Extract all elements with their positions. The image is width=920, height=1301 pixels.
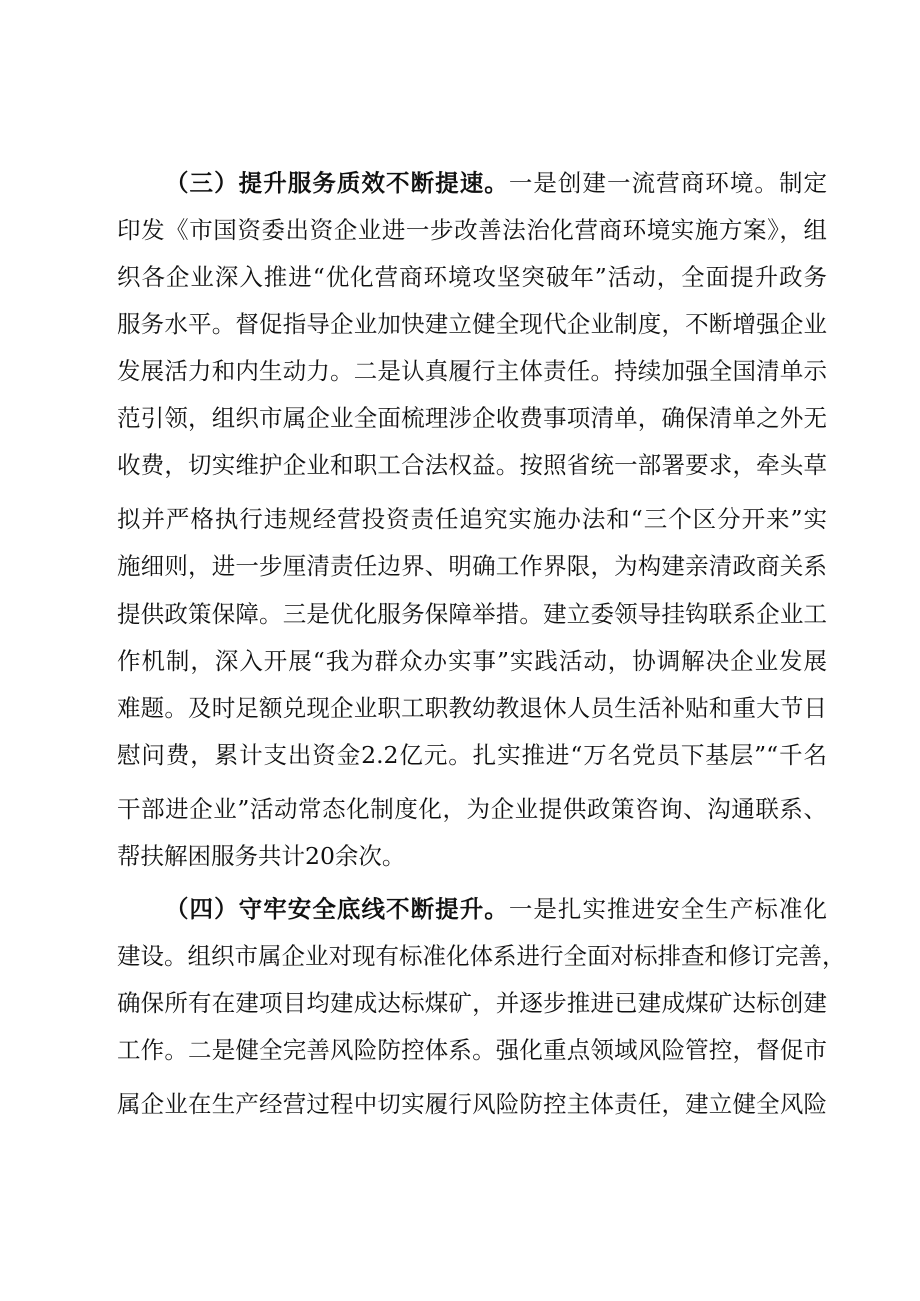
section4-heading: （四）守牢安全底线不断提升。 [165,895,509,923]
paragraph-line: 服务水平。督促指导企业加快建立健全现代企业制度，不断增强企业 [117,310,827,338]
paragraph-line: 施细则，进一步厘清责任边界、明确工作界限，为构建亲清政商关系 [117,552,827,580]
paragraph-line: 建设。组织市属企业对现有标准化体系进行全面对标排查和修订完善， [117,942,846,970]
paragraph-line: 提供政策保障。三是优化服务保障举措。建立委领导挂钩联系企业工 [117,600,827,628]
section3-first-line [165,159,827,207]
section4-first-line-text: 一是扎实推进安全生产标准化 [508,895,828,923]
paragraph-line: 作机制，深入开展“我为群众办实事”实践活动，协调解决企业发展 [117,647,827,675]
paragraph-line: 工作。二是健全完善风险防控体系。强化重点领域风险管控，督促市 [117,1036,827,1064]
section3-first-line-text: 一是创建一流营商环境。制定 [508,169,828,197]
paragraph-line: 织各企业深入推进“优化营商环境攻坚突破年”活动，全面提升政务 [117,263,827,291]
section3-heading: （三）提升服务质效不断提速。 [165,169,509,197]
paragraph-line: 收费，切实维护企业和职工合法权益。按照省统一部署要求，牵头草 [117,451,827,479]
paragraph-line: 属企业在生产经营过程中切实履行风险防控主体责任，建立健全风险 [117,1090,827,1118]
paragraph-line: 确保所有在建项目均建成达标煤矿，并逐步推进已建成煤矿达标创建 [117,989,827,1017]
paragraph-line: 慰问费，累计支出资金2.2亿元。扎实推进“万名党员下基层”“千名 [117,741,827,769]
paragraph-line: 发展活力和内生动力。二是认真履行主体责任。持续加强全国清单示 [117,357,827,385]
paragraph-line: 范引领，组织市属企业全面梳理涉企收费事项清单，确保清单之外无 [117,404,827,432]
paragraph-line: 干部进企业”活动常态化制度化，为企业提供政策咨询、沟通联系、 [117,795,827,823]
section4-first-line [165,885,827,933]
paragraph-line: 拟并严格执行违规经营投资责任追究实施办法和“三个区分开来”实 [117,505,827,533]
paragraph-line: 帮扶解困服务共计20余次。 [117,842,406,870]
paragraph-line: 难题。及时足额兑现企业职工职教幼教退休人员生活补贴和重大节日 [117,694,827,722]
paragraph-line: 印发《市国资委出资企业进一步改善法治化营商环境实施方案》，组 [117,216,827,244]
